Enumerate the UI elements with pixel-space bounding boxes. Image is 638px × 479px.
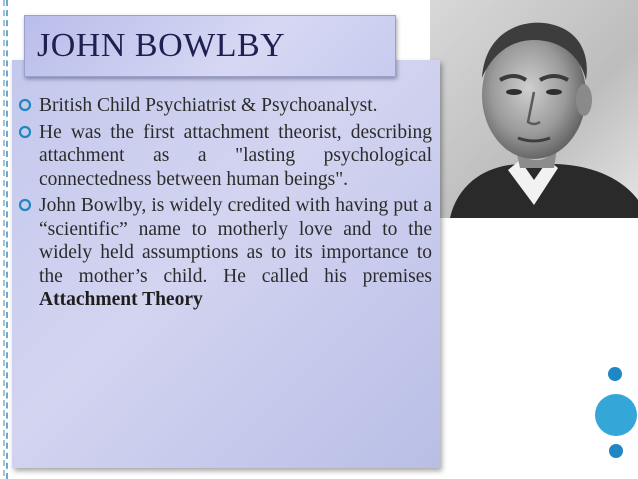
decorative-circle-small-bottom (609, 444, 623, 458)
content-panel (12, 60, 440, 468)
left-decorative-stripe (3, 0, 5, 479)
hollow-circle-bullet-icon (18, 125, 32, 139)
portrait-photo (430, 0, 638, 218)
bullet-list (12, 94, 440, 312)
bullet-text-3-body: John Bowlby, is widely credited with having put a “scientific” name to motherly love and to the widely held assumptions as to its importance to the mother’s child. He called his premises (39, 195, 432, 287)
bullet-item-3 (12, 194, 440, 312)
slide-title: JOHN BOWLBY (37, 27, 286, 64)
bullet-text-1: British Child Psychiatrist & Psychoanalyst. (39, 95, 378, 116)
bullet-item-1 (12, 94, 440, 118)
hollow-circle-bullet-icon (18, 98, 32, 112)
attachment-theory-emphasis: Attachment Theory (39, 289, 203, 310)
bullet-text-3 (39, 194, 432, 312)
hollow-circle-bullet-icon (18, 198, 32, 212)
decorative-circle-large (595, 394, 637, 436)
bullet-item-2 (12, 121, 440, 192)
decorative-circle-small-top (608, 367, 622, 381)
title-box (24, 15, 396, 77)
bullet-text-2: He was the first attachment theorist, describing attachment as a "lasting psychological connectedness between human beings". (39, 121, 432, 190)
